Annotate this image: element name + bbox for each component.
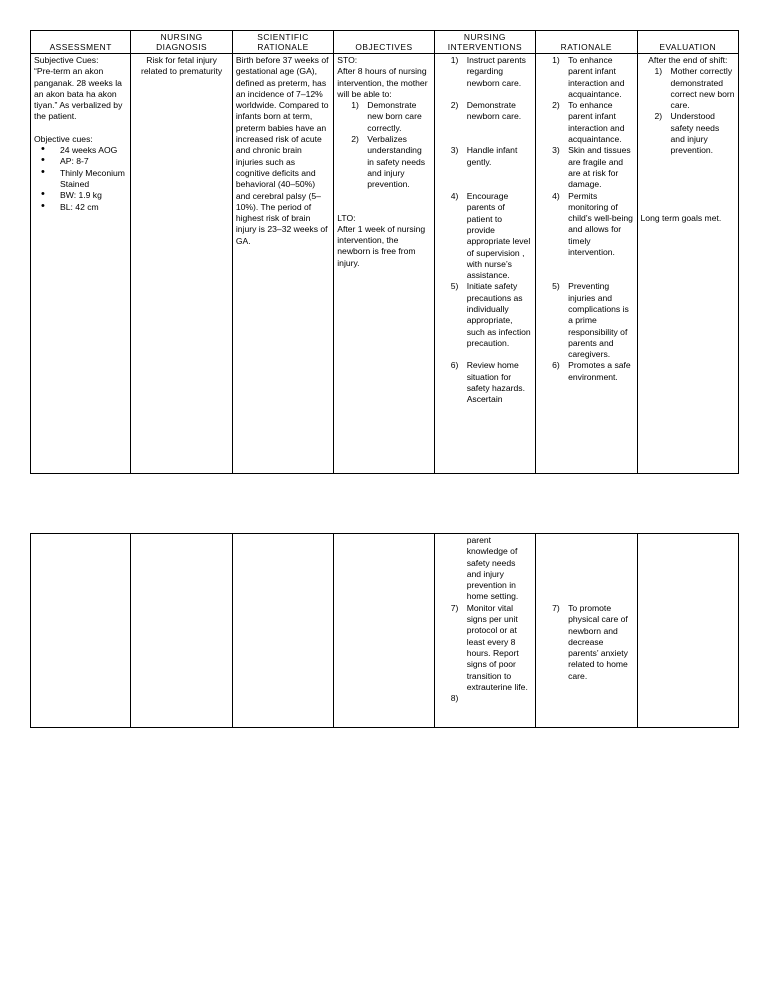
objectives-cell: [334, 54, 434, 474]
header-objectives: OBJECTIVES: [334, 31, 434, 54]
rationale-item: [539, 281, 633, 360]
subjective-cues: “Pre-term an akon panganak. 28 weeks la an akon bata ha akon tiyan.” As verbalized by the patient.: [34, 66, 123, 122]
intervention-item: [438, 360, 532, 405]
rationale-item-text: Promotes a safe environment.: [568, 360, 631, 382]
diagnosis-cell-empty: [131, 534, 232, 728]
intervention-item: [438, 100, 532, 123]
intervention-item-number: 3): [450, 145, 459, 156]
rationale-item: [539, 603, 633, 682]
objective-cue-item: • Thinly Meconium Stained: [34, 168, 127, 191]
care-plan-table-page-2: [30, 533, 739, 728]
intervention-item-text: Monitor vital signs per unit protocol or at least every 8 hours. Report signs of poor transition to extrauterine life.: [466, 602, 528, 692]
header-line: RATIONALE: [257, 42, 309, 52]
interventions-cell: [434, 54, 535, 474]
rationale-item-number: 3): [552, 145, 560, 156]
rationale-cell: [536, 54, 637, 474]
rationale-item-text: Preventing injuries and complications is a prime responsibility of parents and caregivers.: [568, 281, 629, 360]
objectives-cell-empty: [334, 534, 434, 728]
evaluation-item: [641, 66, 735, 111]
objective-cues-list: [34, 145, 127, 213]
rationale-item-text: To promote physical care of newborn and decrease parents’ anxiety related to home care.: [568, 603, 628, 681]
sto-item: [337, 100, 430, 134]
evaluation-item: [641, 111, 735, 156]
header-line: NURSING: [463, 32, 506, 42]
intervention-item-number: 8): [450, 693, 459, 704]
intervention-item: [438, 55, 532, 89]
intervention-item-number: 1): [450, 55, 459, 65]
intervention-item: [438, 191, 532, 281]
header-rationale: RATIONALE: [536, 31, 637, 54]
header-row: [31, 31, 739, 54]
rationale-cell-continued: [536, 534, 637, 728]
intervention-item-number: 6): [450, 360, 459, 371]
intervention-item-text: Initiate safety precautions as individually appropriate, such as infection precaution.: [466, 281, 531, 348]
rationale-item-text: To enhance parent infant interaction and acquaintance.: [568, 100, 625, 145]
evaluation-item-text: Mother correctly demonstrated correct new born care.: [670, 66, 735, 111]
objective-label: Objective cues:: [34, 133, 93, 144]
header-line: SCIENTIFIC: [257, 32, 309, 42]
intervention-item-number: 7): [450, 602, 459, 613]
scientific-rationale-text: Birth before 37 weeks of gestational age (GA), defined as preterm, has an incidence of 7–12% worldwide. Compared to infants born at term, preterm babies have an increased risk of acute and chronic brain injuries such as cognitive deficits and behavioral (40–50%) and cerebral palsy (5–10%). The period of highest risk of brain injury is 23–32 weeks of GA.: [235, 55, 329, 246]
evaluation-item-number: 1): [654, 66, 663, 77]
intervention-item-number: 5): [450, 281, 459, 292]
rationale-item-number: 7): [552, 603, 560, 613]
evaluation-item-text: Understood safety needs and injury prevention.: [670, 111, 720, 156]
rationale-item-text: To enhance parent infant interaction and acquaintance.: [568, 55, 625, 99]
rationale-item-number: 5): [552, 281, 560, 292]
rationale-item: [539, 145, 633, 190]
evaluation-item-number: 2): [654, 111, 663, 122]
sto-item-text: Demonstrate new born care correctly.: [367, 100, 422, 133]
objective-cue-item: • BL: 42 cm: [34, 202, 127, 213]
interventions-list: [438, 55, 532, 405]
rationale-item: [539, 360, 633, 383]
intervention-item-text: Encourage parents of patient to provide appropriate level of supervision , with nurse’s assistance.: [466, 191, 531, 281]
objective-cue-item: • AP: 8-7: [34, 156, 127, 167]
header-line: INTERVENTIONS: [447, 42, 523, 52]
intervention-item-number: 2): [450, 99, 459, 110]
header-assessment: ASSESSMENT: [31, 31, 131, 54]
rationale-item: [539, 191, 633, 259]
sto-item-number: 1): [351, 100, 359, 111]
intervention-item-text: Demonstrate newborn care.: [466, 99, 522, 122]
intervention-item: [438, 281, 532, 349]
assessment-cell: [31, 54, 131, 474]
intervention-item-text: Review home situation for safety hazards. Ascertain: [466, 360, 525, 405]
rationale-item-number: 4): [552, 190, 560, 201]
rationale-item-number: 6): [552, 360, 560, 371]
goal-status: Long term goals met.: [640, 212, 722, 223]
rationale-continued-list: [539, 603, 633, 682]
header-line: DIAGNOSIS: [156, 42, 208, 52]
care-plan-row-continued: [31, 534, 739, 728]
care-plan-table-page-1: [30, 30, 739, 474]
rationale-item: [539, 100, 633, 145]
header-nursing-diagnosis: [131, 31, 232, 54]
intervention-item: [438, 145, 532, 168]
intervention-6-continued: parent knowledge of safety needs and injury prevention in home setting.: [466, 535, 519, 602]
sto-label: STO:: [337, 55, 358, 65]
intervention-item-number: 4): [450, 191, 459, 202]
evaluation-list: [641, 66, 735, 156]
scientific-rationale-cell-empty: [232, 534, 333, 728]
header-line: NURSING: [160, 32, 203, 42]
intervention-item-text: Handle infant gently.: [466, 145, 518, 167]
rationale-item-text: Skin and tissues are fragile and are at risk for damage.: [568, 145, 631, 190]
subjective-label: Subjective Cues:: [34, 55, 99, 65]
evaluation-label: After the end of shift:: [648, 55, 728, 65]
sto-item-number: 2): [351, 134, 359, 145]
intervention-item: [438, 603, 532, 693]
objective-cue-item: • 24 weeks AOG: [34, 145, 127, 156]
assessment-cell-empty: [31, 534, 131, 728]
interventions-cell-continued: [434, 534, 535, 728]
rationale-item-number: 1): [552, 55, 560, 65]
scientific-rationale-cell: [232, 54, 333, 474]
header-scientific-rationale: [232, 31, 333, 54]
rationale-item: [539, 55, 633, 100]
nursing-diagnosis: Risk for fetal injury related to prematurity: [141, 55, 223, 77]
evaluation-cell-empty: [637, 534, 738, 728]
evaluation-cell: [637, 54, 738, 474]
sto-text: After 8 hours of nursing intervention, the mother will be able to:: [337, 66, 428, 99]
header-evaluation: EVALUATION: [637, 31, 738, 54]
care-plan-row: [31, 54, 739, 474]
sto-items-list: [337, 100, 430, 190]
lto-text: After 1 week of nursing intervention, the newborn is free from injury.: [337, 223, 426, 268]
header-nursing-interventions: [434, 31, 535, 54]
interventions-continued-list: [438, 602, 532, 704]
sto-item: [337, 134, 430, 190]
sto-item-text: Verbalizes understanding in safety needs and injury prevention.: [367, 134, 426, 190]
objective-cue-item: • BW: 1.9 kg: [34, 190, 127, 201]
intervention-item-text: Instruct parents regarding newborn care.: [466, 55, 526, 88]
rationale-item-number: 2): [552, 100, 560, 111]
rationale-list: [539, 55, 633, 383]
diagnosis-cell: [131, 54, 232, 474]
rationale-item-text: Permits monitoring of child’s well-being and allows for timely intervention.: [568, 190, 633, 258]
lto-label: LTO:: [337, 212, 356, 223]
